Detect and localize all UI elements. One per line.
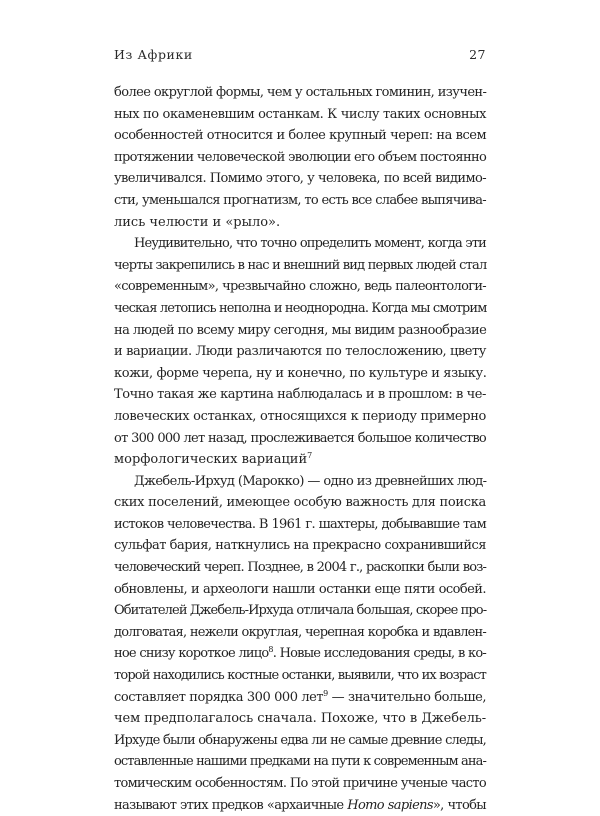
text-line: более округлой формы, чем у остальных гоминин, изучен- (114, 85, 487, 100)
text-line: долговатая, нежели округлая, черепная коробка и вдавлен- (114, 624, 486, 640)
text-line: лись челюсти и «рыло». (114, 214, 281, 230)
text-fragment: морфологических вариаций (114, 452, 308, 468)
text-line: обновлены, и археологи нашли останки еще пяти особей. (114, 581, 486, 597)
footnote-marker: 7 (307, 451, 313, 461)
paragraph-3 (114, 471, 486, 816)
running-head (114, 47, 486, 67)
text-line: торой находились костные останки, выявили, что их возраст (114, 668, 486, 684)
text-line: сульфат бария, наткнулись на прекрасно сохранившийся (114, 538, 486, 554)
text-line: оставленные нашими предками на пути к современным ана- (114, 754, 486, 770)
text-line: от 300 000 лет назад, прослеживается большое количество (114, 430, 486, 446)
text-fragment: », чтобы (432, 797, 486, 813)
text-line: ловеческих останках, относящихся к периоду примерно (114, 408, 486, 424)
text-line: особенностей относится и более крупный череп: на всем (114, 128, 487, 144)
text-line (114, 687, 486, 709)
text-line: истоков человечества. В 1961 г. шахтеры, добывавшие там (114, 516, 486, 532)
species-name: Homo sapiens (347, 797, 433, 813)
footnote-marker: 8 (268, 645, 273, 655)
text-line: Обитателей Джебель-Ирхуда отличала большая, скорее про- (114, 603, 487, 619)
text-fragment: составляет порядка 300 000 лет (114, 689, 324, 705)
text-line: ческая летопись неполна и неоднородна. Когда мы смотрим (114, 300, 487, 316)
text-line: черты закрепились в нас и внешний вид первых людей стал (114, 257, 487, 273)
body-text (114, 82, 486, 816)
footnote-marker: 9 (323, 688, 328, 698)
text-line: Точно такая же картина наблюдалась и в прошлом: в че- (114, 387, 486, 403)
page-number: 27 (469, 47, 486, 62)
text-line: томическим особенностям. По этой причине ученые часто (114, 776, 486, 791)
paragraph-2 (114, 233, 486, 471)
text-line (114, 795, 486, 816)
text-line: Ирхуде были обнаружены едва ли не самые древние следы, (114, 732, 486, 748)
paragraph-1 (114, 82, 486, 233)
text-line: Неудивительно, что точно определить момент, когда эти (134, 236, 486, 252)
text-line: человеческий череп. Позднее, в 2004 г., раскопки были воз- (114, 560, 486, 576)
text-line: ных по окаменевшим останкам. К числу таких основных (114, 106, 486, 122)
text-line: Джебель-Ирхуд (Марокко) — одно из древнейших люд- (134, 473, 487, 489)
text-line: ских поселений, имеющее особую важность для поиска (114, 495, 486, 511)
text-line: увеличивался. Помимо этого, у человека, по всей видимо- (114, 171, 486, 187)
text-line: чем предполагалось сначала. Похоже, что в Джебель- (114, 711, 486, 727)
text-line: на людей по всему миру сегодня, мы видим разнообразие (114, 322, 487, 338)
running-title: Из Африки (114, 47, 193, 62)
text-line: протяжении человеческой эволюции его объем постоянно (114, 149, 487, 165)
text-line: сти, уменьшался прогнатизм, то есть все слабее выпячива- (114, 192, 486, 208)
text-fragment: . Новые исследования среды, в ко- (272, 646, 487, 662)
text-line: «современным», чрезвычайно сложно, ведь палеонтологи- (114, 279, 486, 295)
book-page (114, 0, 487, 813)
text-line (114, 449, 486, 471)
text-fragment: называют этих предков «архаичные (114, 797, 348, 813)
text-fragment: ное снизу короткое лицо (114, 646, 269, 662)
text-line: кожи, форме черепа, ну и конечно, по культуре и языку. (114, 365, 487, 381)
text-line (114, 643, 486, 665)
text-line: и вариации. Люди различаются по телосложению, цвету (114, 344, 486, 360)
text-fragment: — значительно больше, (327, 689, 487, 705)
